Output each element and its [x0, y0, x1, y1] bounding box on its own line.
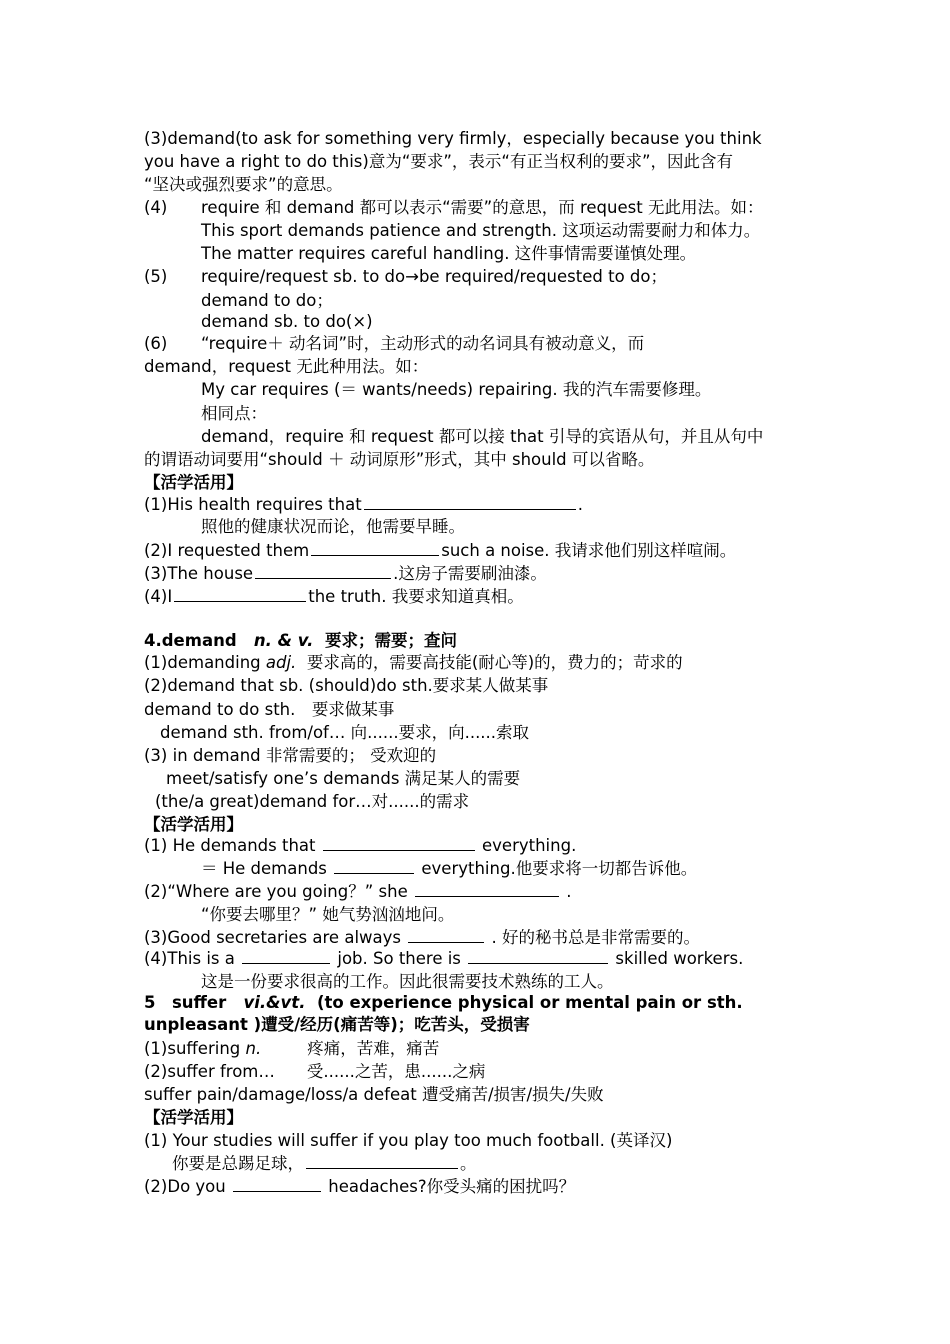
text-line: 的谓语动词要用“should ＋ 动词原形”形式，其中 should 可以省略。 — [144, 450, 655, 469]
section-heading: 4.demand n. & v. 要求；需要；查问 — [144, 631, 457, 650]
exercise-item: ＝ He demands everything.他要求将一切都告诉他。 — [201, 859, 698, 878]
text-line: you have a right to do this)意为“要求”，表示“有正当权利的要求”，因此含有 — [144, 152, 734, 171]
exercise-item: (4)I the truth. 我要求知道真相。 — [144, 587, 524, 606]
answer-blank[interactable] — [415, 882, 559, 897]
text-line: “require＋ 动名词”时，主动形式的动名词具有被动意义，而 — [201, 334, 645, 353]
exercise-heading: 【活学活用】 — [144, 473, 243, 492]
text-line: (the/a great)demand for…对......的需求 — [155, 792, 470, 811]
exercise-item: 你要是总踢足球， 。 — [172, 1154, 477, 1173]
text-line: “坚决或强烈要求”的意思。 — [144, 175, 343, 194]
text-line: suffer pain/damage/loss/a defeat 遭受痛苦/损害/损失/失败 — [144, 1085, 604, 1104]
text-line: (2)suffer from… 受......之苦，患......之病 — [144, 1062, 486, 1081]
text-line: demand，request 无此种用法。如： — [144, 357, 429, 376]
list-number: (6) — [144, 334, 168, 353]
translation: “你要去哪里？” 她气势汹汹地问。 — [201, 905, 455, 924]
answer-blank[interactable] — [364, 495, 576, 510]
text-line: 相同点： — [201, 404, 267, 423]
exercise-item: (1) He demands that everything. — [144, 836, 577, 855]
example-sentence: The matter requires careful handling. 这件事情需要谨慎处理。 — [201, 244, 697, 263]
text-line: require/request sb. to do→be required/requested to do； — [201, 267, 667, 286]
exercise-item: (2)I requested them such a noise. 我请求他们别这样喧闹。 — [144, 541, 737, 560]
answer-blank[interactable] — [242, 949, 330, 964]
list-number: (5) — [144, 267, 168, 286]
answer-blank[interactable] — [468, 949, 608, 964]
section-heading: 5 suffer vi.&vt. (to experience physical or mental pain or sth. — [144, 993, 743, 1012]
text-line: (1)suffering n. 疼痛，苦难，痛苦 — [144, 1039, 440, 1058]
exercise-item: (1)His health requires that . — [144, 495, 583, 514]
text-line: demand，require 和 request 都可以接 that 引导的宾语从句，并且从句中 — [201, 427, 764, 446]
translation: 照他的健康状况而论，他需要早睡。 — [201, 517, 465, 536]
exercise-item: (1) Your studies will suffer if you play too much football. (英译汉) — [144, 1131, 673, 1150]
text-line: (1)demanding adj. 要求高的，需要高技能(耐心等)的，费力的；苛求的 — [144, 653, 683, 672]
text-line: demand sth. from/of… 向......要求，向......索取 — [160, 723, 530, 742]
text-line: demand to do sth. 要求做某事 — [144, 700, 395, 719]
exercise-heading: 【活学活用】 — [144, 815, 243, 834]
example-sentence: My car requires (＝ wants/needs) repairing. 我的汽车需要修理。 — [201, 380, 712, 399]
answer-blank[interactable] — [323, 836, 475, 851]
exercise-item: (3)Good secretaries are always . 好的秘书总是非常需要的。 — [144, 928, 700, 947]
text-line: demand to do； — [201, 291, 333, 310]
exercise-item: (3)The house .这房子需要刷油漆。 — [144, 564, 547, 583]
answer-blank[interactable] — [408, 928, 484, 943]
text-line: meet/satisfy one’s demands 满足某人的需要 — [166, 769, 521, 788]
answer-blank[interactable] — [174, 587, 306, 602]
example-sentence: This sport demands patience and strength. 这项运动需要耐力和体力。 — [201, 221, 761, 240]
exercise-item: (2)“Where are you going？” she . — [144, 882, 572, 901]
text-line: demand sb. to do(×) — [201, 312, 373, 331]
answer-blank[interactable] — [255, 564, 391, 579]
text-line: (3)demand(to ask for something very firmly，especially because you think — [144, 129, 762, 148]
exercise-item: (4)This is a job. So there is skilled workers. — [144, 949, 744, 968]
text-line: (3) in demand 非常需要的； 受欢迎的 — [144, 746, 437, 765]
section-heading-cont: unpleasant )遭受/经历(痛苦等)；吃苦头，受损害 — [144, 1015, 530, 1034]
answer-blank[interactable] — [306, 1154, 458, 1169]
exercise-heading: 【活学活用】 — [144, 1108, 243, 1127]
answer-blank[interactable] — [233, 1177, 321, 1192]
answer-blank[interactable] — [311, 541, 439, 556]
exercise-item: (2)Do you headaches?你受头痛的困扰吗？ — [144, 1177, 576, 1196]
translation: 这是一份要求很高的工作。因此很需要技术熟练的工人。 — [201, 972, 614, 991]
text-line: require 和 demand 都可以表示“需要”的意思，而 request 无此用法。如： — [201, 198, 764, 217]
list-number: (4) — [144, 198, 168, 217]
text-line: (2)demand that sb. (should)do sth.要求某人做某事 — [144, 676, 549, 695]
answer-blank[interactable] — [334, 859, 414, 874]
